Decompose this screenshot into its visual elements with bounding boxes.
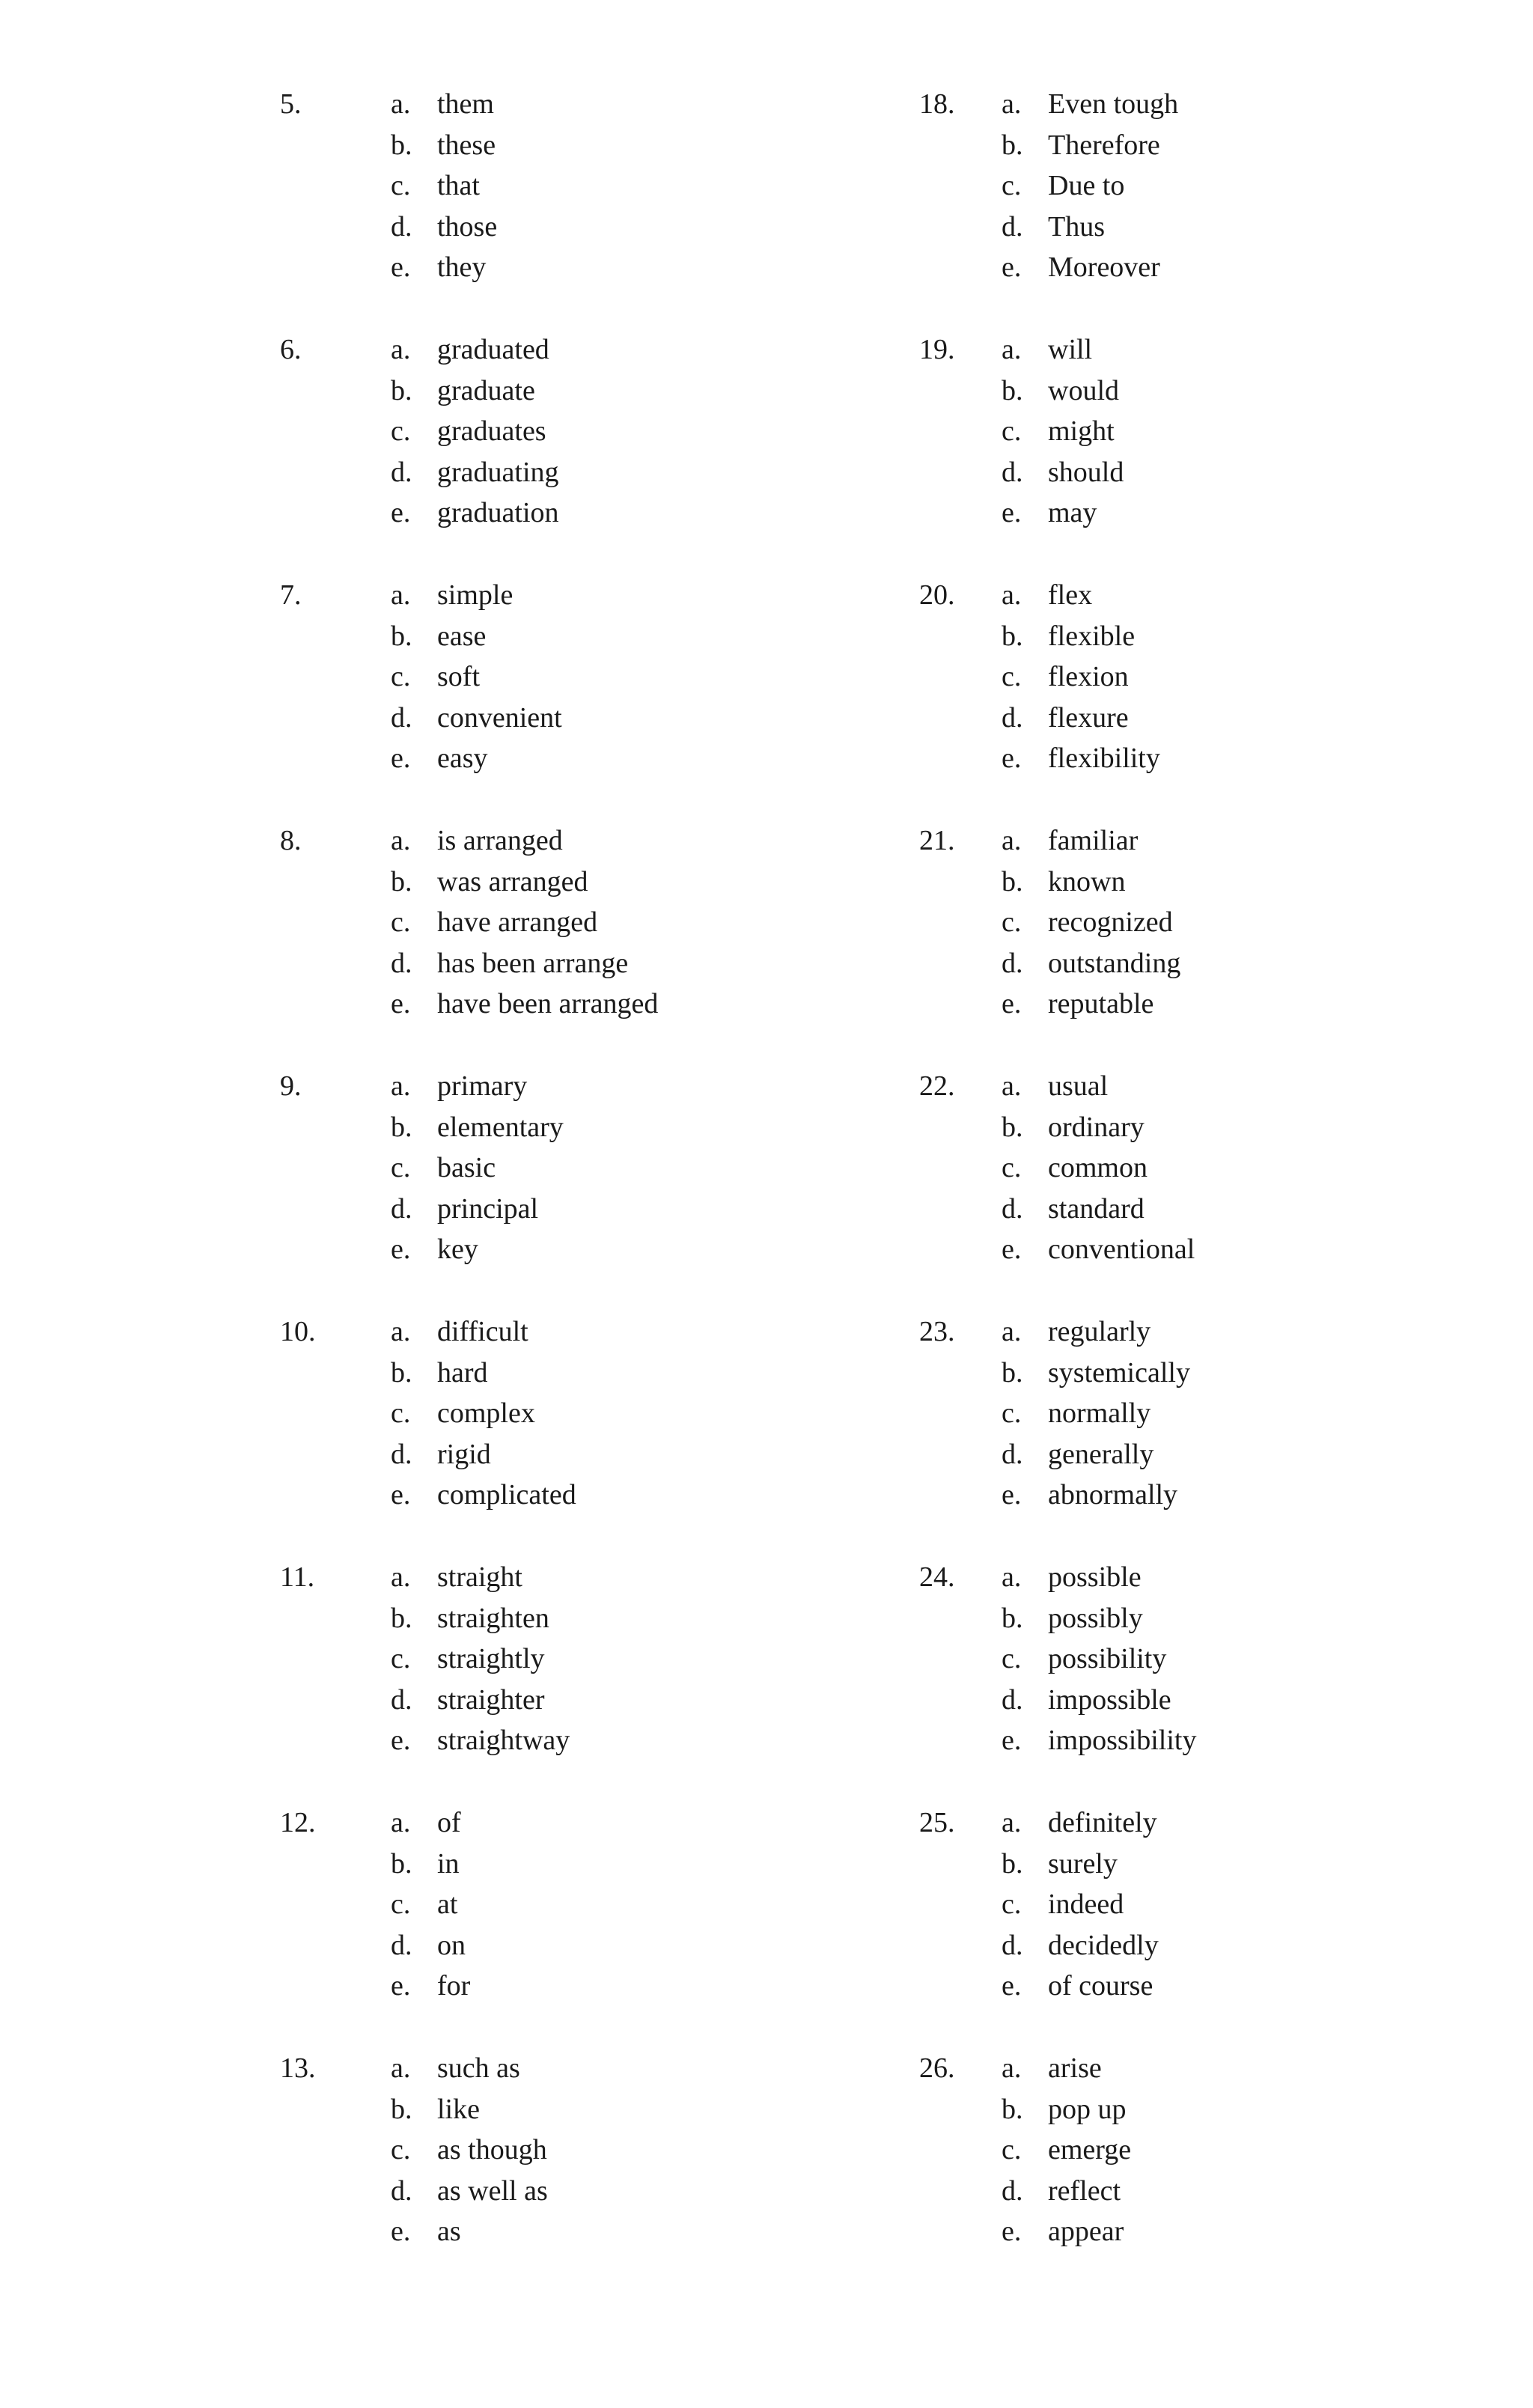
option-text: ease bbox=[437, 621, 487, 652]
option-text: straighten bbox=[437, 1603, 549, 1634]
option-text: that bbox=[437, 170, 480, 201]
option-text: familiar bbox=[1048, 825, 1139, 856]
option-letter: d. bbox=[1002, 211, 1023, 243]
option-text: emerge bbox=[1048, 2134, 1132, 2165]
option-letter: d. bbox=[391, 211, 412, 243]
option-letter: e. bbox=[391, 1970, 411, 2002]
option-text: appear bbox=[1048, 2216, 1124, 2247]
option-text: possibly bbox=[1048, 1603, 1143, 1634]
option-letter: b. bbox=[391, 1603, 412, 1634]
option-letter: d. bbox=[1002, 1930, 1023, 1961]
option-text: flexion bbox=[1048, 661, 1129, 692]
option-letter: a. bbox=[391, 1070, 411, 1102]
option-text: flexible bbox=[1048, 621, 1136, 652]
option-letter: e. bbox=[391, 988, 411, 1019]
option-letter: e. bbox=[391, 1234, 411, 1265]
option-text: may bbox=[1048, 497, 1097, 528]
option-text: regularly bbox=[1048, 1316, 1151, 1347]
option-letter: b. bbox=[391, 2094, 412, 2125]
option-text: reputable bbox=[1048, 988, 1154, 1019]
option-text: complex bbox=[437, 1397, 535, 1429]
option-text: pop up bbox=[1048, 2094, 1127, 2125]
option-text: Even tough bbox=[1048, 88, 1179, 120]
option-letter: c. bbox=[1002, 906, 1022, 938]
question-number: 18. bbox=[919, 88, 955, 120]
option-text: elementary bbox=[437, 1112, 564, 1143]
option-text: possible bbox=[1048, 1561, 1142, 1593]
option-text: basic bbox=[437, 1152, 496, 1183]
option-text: convenient bbox=[437, 702, 562, 734]
option-letter: e. bbox=[391, 497, 411, 528]
option-text: impossible bbox=[1048, 1684, 1171, 1716]
question-number: 10. bbox=[280, 1316, 316, 1347]
option-text: on bbox=[437, 1930, 466, 1961]
option-text: such as bbox=[437, 2052, 520, 2084]
option-text: these bbox=[437, 129, 496, 161]
option-text: simple bbox=[437, 579, 513, 611]
option-letter: a. bbox=[391, 334, 411, 365]
option-letter: c. bbox=[391, 170, 411, 201]
option-letter: c. bbox=[391, 1643, 411, 1674]
option-text: have arranged bbox=[437, 906, 598, 938]
option-text: they bbox=[437, 252, 487, 283]
option-letter: b. bbox=[391, 866, 412, 897]
option-text: was arranged bbox=[437, 866, 588, 897]
option-letter: c. bbox=[1002, 415, 1022, 447]
option-letter: d. bbox=[391, 2175, 412, 2207]
question-number: 9. bbox=[280, 1070, 302, 1102]
option-letter: b. bbox=[1002, 1603, 1023, 1634]
option-letter: a. bbox=[391, 2052, 411, 2084]
option-letter: a. bbox=[1002, 825, 1022, 856]
option-letter: b. bbox=[391, 621, 412, 652]
option-letter: d. bbox=[391, 1193, 412, 1225]
option-letter: b. bbox=[391, 1357, 412, 1389]
option-text: common bbox=[1048, 1152, 1148, 1183]
option-text: standard bbox=[1048, 1193, 1145, 1225]
option-text: abnormally bbox=[1048, 1479, 1178, 1511]
option-text: outstanding bbox=[1048, 948, 1181, 979]
option-letter: c. bbox=[1002, 1643, 1022, 1674]
option-letter: e. bbox=[1002, 2216, 1022, 2247]
option-text: as well as bbox=[437, 2175, 548, 2207]
option-text: like bbox=[437, 2094, 480, 2125]
option-letter: c. bbox=[1002, 1152, 1022, 1183]
option-text: straightly bbox=[437, 1643, 545, 1674]
question-number: 19. bbox=[919, 334, 955, 365]
option-letter: a. bbox=[391, 1316, 411, 1347]
question-number: 26. bbox=[919, 2052, 955, 2084]
option-letter: c. bbox=[391, 1889, 411, 1920]
option-text: primary bbox=[437, 1070, 528, 1102]
option-letter: a. bbox=[391, 1561, 411, 1593]
option-letter: c. bbox=[1002, 2134, 1022, 2165]
option-text: surely bbox=[1048, 1848, 1118, 1880]
option-letter: a. bbox=[1002, 1807, 1022, 1838]
option-letter: e. bbox=[1002, 1234, 1022, 1265]
option-text: impossibility bbox=[1048, 1725, 1197, 1756]
option-text: known bbox=[1048, 866, 1126, 897]
option-letter: e. bbox=[1002, 1479, 1022, 1511]
option-letter: e. bbox=[391, 1479, 411, 1511]
option-letter: c. bbox=[391, 415, 411, 447]
option-text: straight bbox=[437, 1561, 522, 1593]
option-text: soft bbox=[437, 661, 480, 692]
option-text: arise bbox=[1048, 2052, 1102, 2084]
option-text: graduates bbox=[437, 415, 546, 447]
option-letter: a. bbox=[391, 1807, 411, 1838]
question-number: 22. bbox=[919, 1070, 955, 1102]
option-letter: d. bbox=[391, 1439, 412, 1470]
option-text: graduating bbox=[437, 457, 559, 488]
option-text: as though bbox=[437, 2134, 547, 2165]
option-letter: d. bbox=[1002, 702, 1023, 734]
option-letter: b. bbox=[391, 129, 412, 161]
option-text: as bbox=[437, 2216, 461, 2247]
option-letter: d. bbox=[1002, 1439, 1023, 1470]
option-letter: a. bbox=[1002, 1316, 1022, 1347]
option-letter: e. bbox=[1002, 988, 1022, 1019]
option-text: might bbox=[1048, 415, 1115, 447]
option-letter: c. bbox=[391, 661, 411, 692]
option-text: should bbox=[1048, 457, 1124, 488]
option-text: key bbox=[437, 1234, 478, 1265]
option-letter: a. bbox=[391, 88, 411, 120]
option-letter: b. bbox=[1002, 866, 1023, 897]
option-text: graduate bbox=[437, 375, 535, 406]
option-text: flex bbox=[1048, 579, 1093, 611]
option-text: conventional bbox=[1048, 1234, 1195, 1265]
option-text: have been arranged bbox=[437, 988, 659, 1019]
question-number: 6. bbox=[280, 334, 302, 365]
option-letter: b. bbox=[1002, 1112, 1023, 1143]
option-text: hard bbox=[437, 1357, 488, 1389]
option-letter: e. bbox=[391, 252, 411, 283]
option-letter: d. bbox=[1002, 2175, 1023, 2207]
option-letter: b. bbox=[1002, 2094, 1023, 2125]
option-text: Due to bbox=[1048, 170, 1125, 201]
option-text: complicated bbox=[437, 1479, 576, 1511]
option-letter: c. bbox=[1002, 1397, 1022, 1429]
option-letter: d. bbox=[1002, 948, 1023, 979]
option-letter: b. bbox=[391, 1112, 412, 1143]
option-text: for bbox=[437, 1970, 471, 2002]
option-letter: a. bbox=[1002, 1070, 1022, 1102]
option-letter: e. bbox=[391, 1725, 411, 1756]
question-number: 13. bbox=[280, 2052, 316, 2084]
option-letter: c. bbox=[1002, 170, 1022, 201]
option-text: flexure bbox=[1048, 702, 1129, 734]
option-text: flexibility bbox=[1048, 743, 1160, 774]
option-text: ordinary bbox=[1048, 1112, 1145, 1143]
option-letter: e. bbox=[1002, 252, 1022, 283]
option-text: has been arrange bbox=[437, 948, 629, 979]
option-text: straightway bbox=[437, 1725, 570, 1756]
question-number: 12. bbox=[280, 1807, 316, 1838]
option-text: of course bbox=[1048, 1970, 1153, 2002]
option-letter: c. bbox=[391, 906, 411, 938]
option-letter: a. bbox=[1002, 579, 1022, 611]
option-text: in bbox=[437, 1848, 460, 1880]
option-letter: c. bbox=[1002, 1889, 1022, 1920]
option-text: easy bbox=[437, 743, 488, 774]
option-letter: a. bbox=[1002, 334, 1022, 365]
option-letter: e. bbox=[391, 2216, 411, 2247]
option-letter: a. bbox=[391, 825, 411, 856]
option-letter: c. bbox=[391, 1152, 411, 1183]
option-letter: b. bbox=[1002, 129, 1023, 161]
option-letter: a. bbox=[1002, 88, 1022, 120]
option-letter: b. bbox=[391, 1848, 412, 1880]
option-text: would bbox=[1048, 375, 1119, 406]
option-letter: c. bbox=[391, 2134, 411, 2165]
option-text: possibility bbox=[1048, 1643, 1167, 1674]
question-number: 7. bbox=[280, 579, 302, 611]
option-letter: e. bbox=[1002, 743, 1022, 774]
option-text: normally bbox=[1048, 1397, 1151, 1429]
option-letter: b. bbox=[391, 375, 412, 406]
question-number: 11. bbox=[280, 1561, 315, 1593]
option-letter: d. bbox=[391, 1684, 412, 1716]
option-letter: d. bbox=[391, 702, 412, 734]
option-text: is arranged bbox=[437, 825, 563, 856]
question-number: 20. bbox=[919, 579, 955, 611]
option-letter: d. bbox=[1002, 457, 1023, 488]
question-number: 24. bbox=[919, 1561, 955, 1593]
option-text: graduated bbox=[437, 334, 549, 365]
option-letter: b. bbox=[1002, 375, 1023, 406]
option-letter: d. bbox=[391, 948, 412, 979]
option-text: difficult bbox=[437, 1316, 528, 1347]
option-text: recognized bbox=[1048, 906, 1173, 938]
option-letter: e. bbox=[391, 743, 411, 774]
option-text: indeed bbox=[1048, 1889, 1124, 1920]
option-text: usual bbox=[1048, 1070, 1109, 1102]
option-letter: d. bbox=[391, 457, 412, 488]
option-letter: e. bbox=[1002, 1970, 1022, 2002]
option-text: decidedly bbox=[1048, 1930, 1159, 1961]
option-letter: d. bbox=[391, 1930, 412, 1961]
option-text: graduation bbox=[437, 497, 559, 528]
option-text: principal bbox=[437, 1193, 539, 1225]
option-text: them bbox=[437, 88, 494, 120]
question-number: 5. bbox=[280, 88, 302, 120]
question-number: 25. bbox=[919, 1807, 955, 1838]
option-text: at bbox=[437, 1889, 458, 1920]
option-text: systemically bbox=[1048, 1357, 1190, 1389]
option-text: rigid bbox=[437, 1439, 491, 1470]
option-letter: e. bbox=[1002, 1725, 1022, 1756]
option-letter: e. bbox=[1002, 497, 1022, 528]
option-text: Moreover bbox=[1048, 252, 1160, 283]
option-letter: b. bbox=[1002, 1357, 1023, 1389]
question-number: 8. bbox=[280, 825, 302, 856]
option-letter: c. bbox=[391, 1397, 411, 1429]
option-letter: d. bbox=[1002, 1684, 1023, 1716]
option-text: definitely bbox=[1048, 1807, 1157, 1838]
option-letter: d. bbox=[1002, 1193, 1023, 1225]
option-text: straighter bbox=[437, 1684, 545, 1716]
option-text: Thus bbox=[1048, 211, 1105, 243]
option-letter: a. bbox=[1002, 1561, 1022, 1593]
option-text: reflect bbox=[1048, 2175, 1121, 2207]
option-letter: b. bbox=[1002, 621, 1023, 652]
option-text: Therefore bbox=[1048, 129, 1160, 161]
option-text: those bbox=[437, 211, 498, 243]
option-text: will bbox=[1048, 334, 1093, 365]
option-text: generally bbox=[1048, 1439, 1154, 1470]
option-letter: c. bbox=[1002, 661, 1022, 692]
option-letter: b. bbox=[1002, 1848, 1023, 1880]
option-text: of bbox=[437, 1807, 461, 1838]
option-letter: a. bbox=[1002, 2052, 1022, 2084]
option-letter: a. bbox=[391, 579, 411, 611]
question-number: 23. bbox=[919, 1316, 955, 1347]
question-number: 21. bbox=[919, 825, 955, 856]
